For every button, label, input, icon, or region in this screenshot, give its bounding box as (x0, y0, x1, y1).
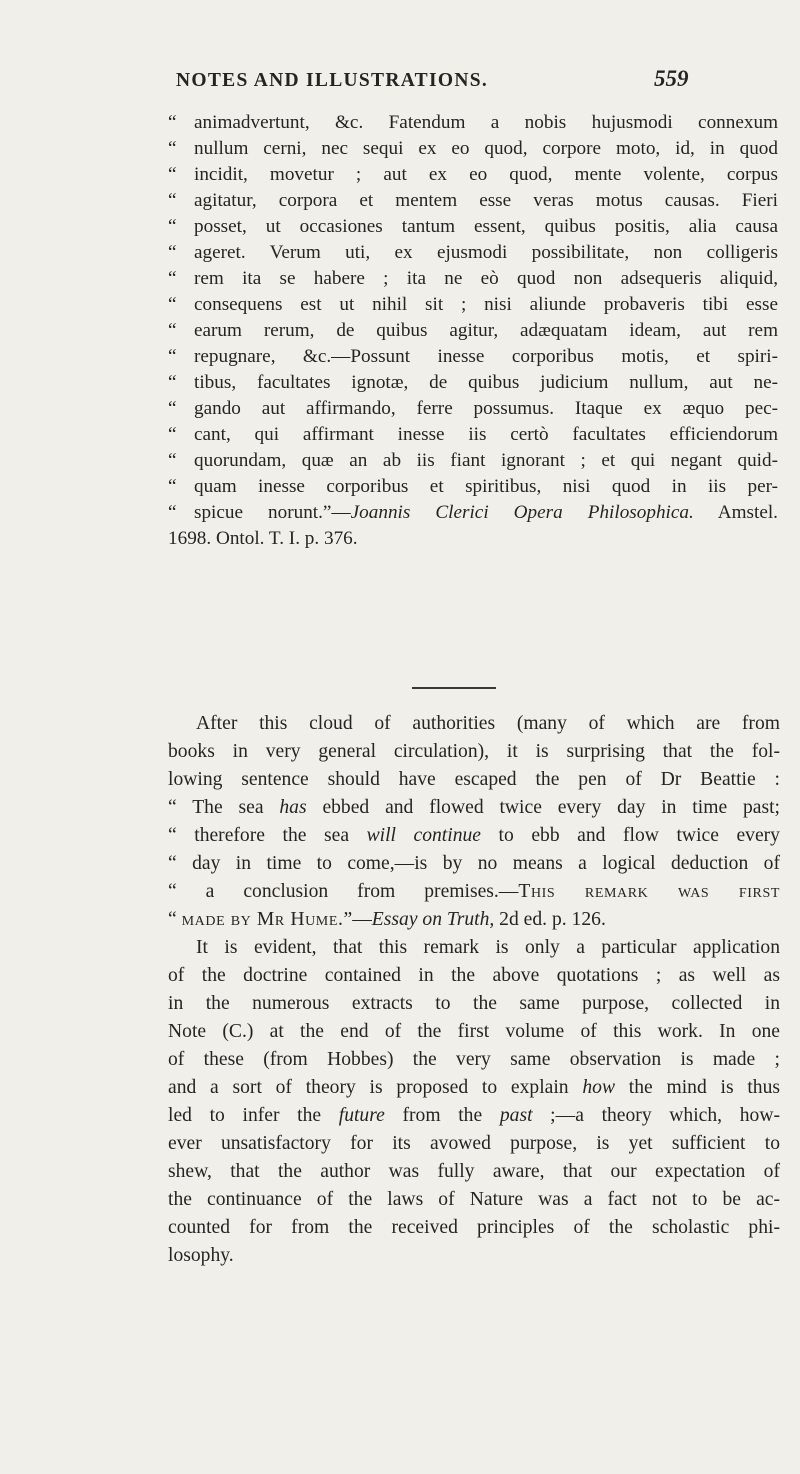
text-run: 2d ed. p. 126. (494, 909, 606, 930)
quote-line (168, 214, 778, 240)
text-run: and a sort of theory is proposed to explain (168, 1077, 583, 1098)
quote-text: rem ita se habere ; ita ne eò quod non adsequeris aliquid, (194, 268, 778, 289)
quote-mark: “ (168, 450, 177, 471)
quote-line (168, 266, 778, 292)
quote-line (168, 344, 778, 370)
small-caps-run: This remark was first (518, 881, 780, 902)
text-run: ebbed and flowed twice every day in time past; (306, 797, 780, 818)
body-line: It is evident, that this remark is only a particular application (196, 937, 780, 958)
quote-line (168, 396, 778, 422)
emphasis: how (582, 1077, 616, 1098)
quote-text-after: Amstel. (693, 502, 778, 523)
body-line: of the doctrine contained in the above quotations ; as well as (168, 965, 780, 986)
quote-mark: “ (168, 476, 177, 497)
text-run: “ The sea (168, 797, 280, 818)
body-line: lowing sentence should have escaped the pen of Dr Beattie : (168, 769, 780, 790)
body-line: ever unsatisfactory for its avowed purpose, is yet sufficient to (168, 1133, 780, 1154)
text-run: “ (168, 909, 182, 930)
text-run: ;—a theory which, how- (532, 1105, 780, 1126)
quote-mark: “ (168, 424, 177, 445)
emphasis: has (279, 797, 307, 818)
quote-mark: “ (168, 138, 177, 159)
body-line: Note (C.) at the end of the first volume of this work. In one (168, 1021, 780, 1042)
quote-line (168, 448, 778, 474)
quote-mark: “ (168, 294, 177, 315)
body-line: of these (from Hobbes) the very same observation is made ; (168, 1049, 780, 1070)
quote-mark: “ (168, 216, 177, 237)
text-run: to ebb and flow twice every (480, 825, 780, 846)
quote-mark: “ (168, 242, 177, 263)
quote-text: ageret. Verum uti, ex ejusmodi possibilitate, non colligeris (194, 242, 778, 263)
quote-text: consequens est ut nihil sit ; nisi aliunde probaveris tibi esse (194, 294, 778, 315)
body-line: counted for from the received principles of the scholastic phi- (168, 1217, 780, 1238)
body-line: the continuance of the laws of Nature was a fact not to be ac- (168, 1189, 780, 1210)
body-line (168, 822, 780, 850)
citation-title: Essay on Truth, (371, 909, 495, 930)
body-line (168, 794, 780, 822)
quote-tail-line (168, 526, 778, 552)
running-head: NOTES AND ILLUSTRATIONS. (176, 70, 489, 91)
quote-line (168, 292, 778, 318)
quote-line (168, 136, 778, 162)
quote-text: animadvertunt, &c. Fatendum a nobis hujusmodi connexum (194, 112, 778, 133)
quote-line (168, 110, 778, 136)
quote-mark: “ (168, 112, 177, 133)
quote-text: incidit, movetur ; aut ex eo quod, mente volente, corpus (194, 164, 778, 185)
text-run: the mind is thus (615, 1077, 780, 1098)
body-line: books in very general circulation), it is surprising that the fol- (168, 741, 780, 762)
quote-line (168, 474, 778, 500)
text-run: ”— (343, 909, 372, 930)
body-line: “ day in time to come,—is by no means a logical deduction of (168, 853, 780, 874)
quote-line (168, 162, 778, 188)
quote-line (168, 240, 778, 266)
body-line: losophy. (168, 1245, 234, 1266)
quote-line (168, 500, 778, 526)
text-run: “ a conclusion from premises.— (168, 881, 519, 902)
quote-mark: “ (168, 346, 177, 367)
small-caps-run: made by Mr Hume. (181, 909, 344, 930)
text-run: led to infer the (168, 1105, 339, 1126)
body-line (168, 878, 780, 906)
body-line (168, 1102, 780, 1130)
quote-mark: “ (168, 320, 177, 341)
quote-mark: “ (168, 164, 177, 185)
quote-line (168, 188, 778, 214)
text-run: from the (384, 1105, 500, 1126)
quote-text: repugnare, &c.—Possunt inesse corporibus motis, et spiri- (194, 346, 778, 367)
body-line (168, 906, 780, 934)
quote-mark: “ (168, 268, 177, 289)
quote-mark: “ (168, 398, 177, 419)
emphasis: will continue (366, 825, 481, 846)
quote-line (168, 318, 778, 344)
quote-text: gando aut affirmando, ferre possumus. Itaque ex æquo pec- (194, 398, 778, 419)
quote-text: posset, ut occasiones tantum essent, quibus positis, alia causa (194, 216, 778, 237)
quote-text: earum rerum, de quibus agitur, adæquatam ideam, aut rem (194, 320, 778, 341)
quote-text: tibus, facultates ignotæ, de quibus judicium nullum, aut ne- (194, 372, 778, 393)
quote-line (168, 370, 778, 396)
body-line: shew, that the author was fully aware, that our expectation of (168, 1161, 780, 1182)
body-line: After this cloud of authorities (many of which are from (196, 713, 780, 734)
page-number: 559 (654, 66, 689, 91)
quote-mark: “ (168, 502, 177, 523)
quote-citation-tail: 1698. Ontol. T. I. p. 376. (168, 528, 358, 549)
quote-text: cant, qui affirmant inesse iis certò facultates efficiendorum (194, 424, 778, 445)
quote-text (194, 500, 778, 526)
section-divider (412, 687, 496, 689)
quote-text: nullum cerni, nec sequi ex eo quod, corpore moto, id, in quod (194, 138, 778, 159)
quote-mark: “ (168, 190, 177, 211)
text-run: “ therefore the sea (168, 825, 367, 846)
quote-text: quam inesse corporibus et spiritibus, nisi quod in iis per- (194, 476, 778, 497)
citation-title: Joannis Clerici Opera Philosophica. (350, 502, 694, 523)
body-line: in the numerous extracts to the same purpose, collected in (168, 993, 780, 1014)
emphasis: future (338, 1105, 385, 1126)
quote-text: agitatur, corpora et mentem esse veras motus causas. Fieri (194, 190, 778, 211)
quote-text-before: spicue norunt.”— (194, 502, 351, 523)
quote-mark: “ (168, 372, 177, 393)
body-line (168, 1074, 780, 1102)
emphasis: past (499, 1105, 533, 1126)
quote-text: quorundam, quæ an ab iis fiant ignorant ; et qui negant quid- (194, 450, 778, 471)
quote-line (168, 422, 778, 448)
